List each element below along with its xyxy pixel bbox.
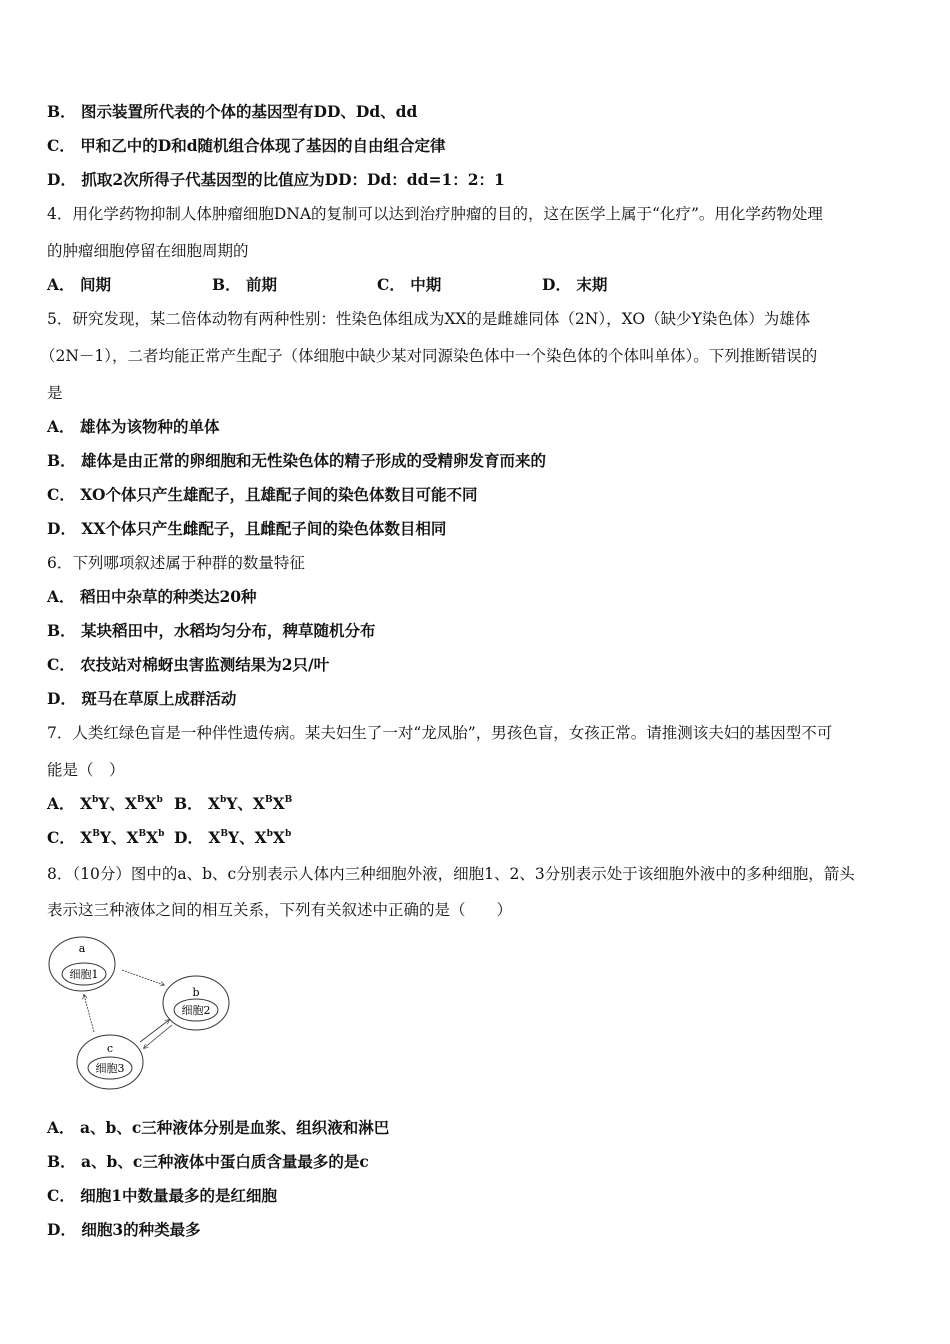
q3-option-d: D． 抓取2次所得子代基因型的比值应为DD：Dd：dd=1：2：1 bbox=[47, 170, 505, 189]
q8-option-a: A． a、b、c三种液体分别是血浆、组织液和淋巴 bbox=[47, 1118, 390, 1137]
q4-stem-cont: 的肿瘤细胞停留在细胞周期的 bbox=[47, 242, 249, 260]
q6-option-d: D． 斑马在草原上成群活动 bbox=[47, 689, 237, 708]
q6-option-c: C． 农技站对棉蚜虫害监测结果为2只/叶 bbox=[47, 655, 330, 674]
q7-option-b: B． $X^bY$、$X^BX^B$ bbox=[174, 794, 293, 813]
q6-option-b: B． 某块稻田中，水稻均匀分布，稗草随机分布 bbox=[47, 621, 376, 640]
q5-option-a: A． 雄体为该物种的单体 bbox=[47, 417, 220, 436]
q7-option-a: A． $X^bY$、$X^BX^b$ bbox=[47, 794, 163, 813]
q5-stem-cont: （2N－1），二者均能正常产生配子（体细胞中缺少某对同源染色体中一个染色体的个体叫单体）。下列推断错误的 bbox=[40, 347, 818, 365]
svg-text:b: b bbox=[192, 986, 200, 999]
fluid-a bbox=[49, 937, 115, 991]
svg-text:细胞3: 细胞3 bbox=[95, 1062, 125, 1075]
q7-stem: 7．人类红绿色盲是一种伴性遗传病。某夫妇生了一对“龙凤胎”，男孩色盲，女孩正常。请推测该夫妇的基因型不可 bbox=[47, 724, 833, 742]
q7-option-c: C． $X^BY$、$X^BX^b$ bbox=[47, 828, 165, 847]
q7-stem-cont: 能是（ ） bbox=[47, 761, 125, 779]
q3-option-b: B． 图示装置所代表的个体的基因型有DD、Dd、dd bbox=[47, 102, 418, 121]
q8-option-d: D． 细胞3的种类最多 bbox=[47, 1220, 201, 1239]
q8-stem: 8．（10分）图中的a、b、c分别表示人体内三种细胞外液，细胞1、2、3分别表示处于该细胞外液中的多种细胞，箭头 bbox=[47, 865, 855, 883]
svg-text:a: a bbox=[78, 942, 86, 955]
q5-stem-end: 是 bbox=[47, 384, 63, 402]
q5-stem: 5．研究发现，某二倍体动物有两种性别：性染色体组成为XX的是雌雄同体（2N），XO（缺少Y染色体）为雄体 bbox=[47, 310, 811, 328]
q3-option-c: C． 甲和乙中的D和d随机组合体现了基因的自由组合定律 bbox=[47, 136, 446, 155]
body-fluid-diagram bbox=[44, 932, 244, 1092]
q4-option-d: D． 末期 bbox=[542, 275, 608, 294]
q6-option-a: A． 稻田中杂草的种类达20种 bbox=[47, 587, 257, 606]
fluid-b bbox=[163, 976, 229, 1030]
q5-option-b: B． 雄体是由正常的卵细胞和无性染色体的精子形成的受精卵发育而来的 bbox=[47, 451, 547, 470]
q8-stem-cont: 表示这三种液体之间的相互关系，下列有关叙述中正确的是（ ） bbox=[47, 901, 513, 919]
q8-option-c: C． 细胞1中数量最多的是红细胞 bbox=[47, 1186, 278, 1205]
q5-option-c: C． XO个体只产生雄配子，且雄配子间的染色体数目可能不同 bbox=[47, 485, 478, 504]
svg-text:c: c bbox=[106, 1042, 114, 1055]
q8-option-b: B． a、b、c三种液体中蛋白质含量最多的是c bbox=[47, 1152, 369, 1171]
q4-stem: 4．用化学药物抑制人体肿瘤细胞DNA的复制可以达到治疗肿瘤的目的，这在医学上属于“化疗”。用化学药物处理 bbox=[47, 205, 823, 223]
svg-text:细胞2: 细胞2 bbox=[181, 1004, 211, 1017]
q7-option-d: D． $X^BY$、$X^bX^b$ bbox=[174, 828, 292, 847]
svg-text:细胞1: 细胞1 bbox=[69, 968, 99, 981]
q4-option-a: A． 间期 bbox=[47, 275, 111, 294]
arrow-c-to-a bbox=[84, 995, 94, 1032]
q6-stem: 6．下列哪项叙述属于种群的数量特征 bbox=[47, 554, 305, 572]
q5-option-d: D． XX个体只产生雌配子，且雌配子间的染色体数目相同 bbox=[47, 519, 447, 538]
q4-option-c: C． 中期 bbox=[377, 275, 442, 294]
q4-option-b: B． 前期 bbox=[212, 275, 278, 294]
fluid-c bbox=[77, 1035, 143, 1089]
arrow-a-to-b bbox=[122, 970, 164, 985]
